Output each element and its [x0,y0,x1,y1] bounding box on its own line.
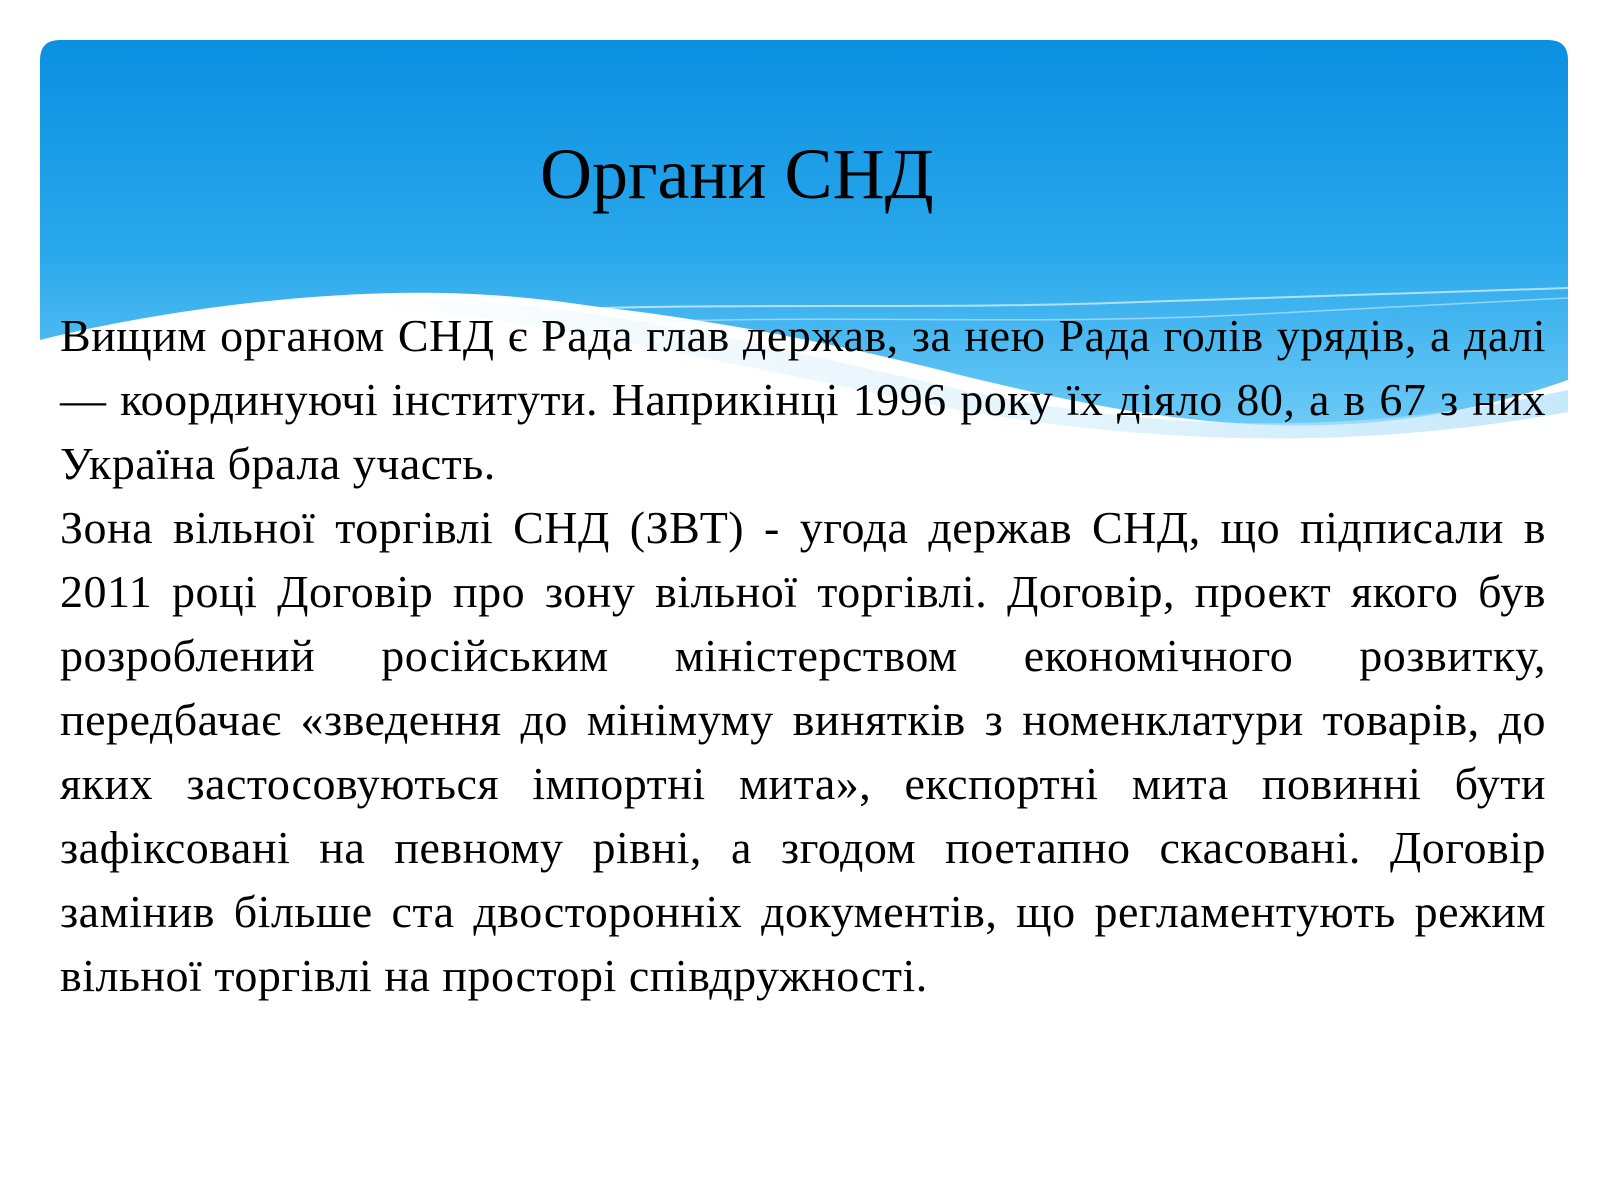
body-text [60,304,1546,1008]
paragraph-free-trade-zone: Зона вільної торгівлі СНД (ЗВТ) - угода держав СНД, що підписали в 2011 році Договір про зону вільної торгівлі. Договір, проект якого був розроблений російським міністерством економічного розвитку, передбачає «зведення до мінімуму винятків з номенклатури товарів, до яких застосовуються імпортні мита», експортні мита повинні бути зафіксовані на певному рівні, а згодом поетапно скасовані. Договір замінив більше ста двосторонніх документів, що регламентують режим вільної торгівлі на просторі співдружності. [60,502,1546,1001]
slide-title: Органи СНД [540,134,934,214]
paragraph-cis-bodies: Вищим органом СНД є Рада глав держав, за нею Рада голів урядів, а далі — координуючі інститути. Наприкінці 1996 року їх діяло 80, а в 67 з них Україна брала участь. [60,310,1546,489]
